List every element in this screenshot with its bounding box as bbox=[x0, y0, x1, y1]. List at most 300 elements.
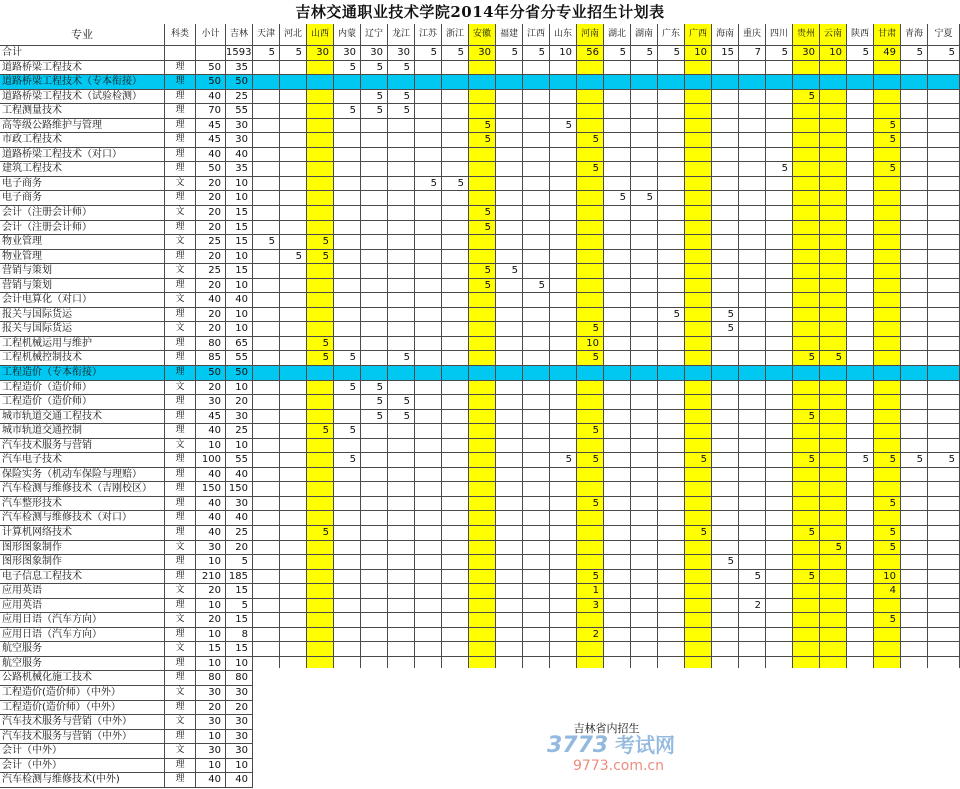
row-province-value: 5 bbox=[361, 90, 388, 105]
row-province-value bbox=[874, 191, 901, 206]
row-province-value bbox=[577, 279, 604, 294]
row-province-value bbox=[604, 308, 631, 323]
row-province-value: 5 bbox=[712, 555, 739, 570]
row-province-value bbox=[388, 424, 415, 439]
row-total: 45 bbox=[196, 410, 226, 425]
row-province-value bbox=[523, 424, 550, 439]
row-province-value bbox=[415, 511, 442, 526]
row-type: 理 bbox=[165, 759, 196, 774]
row-province-value bbox=[496, 366, 523, 381]
row-province-value bbox=[793, 337, 820, 352]
row-province-value bbox=[604, 90, 631, 105]
row-province-value bbox=[820, 264, 847, 279]
row-province-value: 5 bbox=[334, 381, 361, 396]
row-province-value bbox=[469, 162, 496, 177]
row-province-value bbox=[874, 468, 901, 483]
row-province-value bbox=[847, 177, 874, 192]
row-province-value bbox=[766, 191, 793, 206]
row-province-value bbox=[820, 75, 847, 90]
row-province-value bbox=[442, 424, 469, 439]
header-province: 海南 bbox=[712, 24, 739, 46]
row-province-value bbox=[361, 133, 388, 148]
row-province-value bbox=[928, 235, 960, 250]
row-type: 理 bbox=[165, 351, 196, 366]
row-major-name: 汽车检测与维修技术（对口） bbox=[0, 511, 165, 526]
row-province-value bbox=[604, 482, 631, 497]
row-province-value bbox=[604, 366, 631, 381]
row-province-value bbox=[604, 570, 631, 585]
row-province-value: 10 bbox=[226, 322, 253, 337]
row-province-value bbox=[712, 75, 739, 90]
row-province-value: 5 bbox=[793, 351, 820, 366]
row-province-value bbox=[523, 599, 550, 614]
row-province-value bbox=[685, 439, 712, 454]
row-province-value: 10 bbox=[577, 337, 604, 352]
row-province-value bbox=[901, 75, 928, 90]
row-province-value bbox=[388, 221, 415, 236]
row-province-value bbox=[847, 308, 874, 323]
row-province-value: 1 bbox=[577, 584, 604, 599]
row-province-value bbox=[415, 468, 442, 483]
row-province-value bbox=[334, 264, 361, 279]
row-province-value bbox=[550, 177, 577, 192]
row-province-value bbox=[334, 642, 361, 657]
row-province-value bbox=[928, 104, 960, 119]
row-province-value bbox=[550, 541, 577, 556]
row-province-value bbox=[712, 541, 739, 556]
row-province-value: 10 bbox=[226, 279, 253, 294]
row-province-value bbox=[685, 628, 712, 643]
row-province-value bbox=[847, 337, 874, 352]
row-province-value bbox=[361, 235, 388, 250]
row-province-value: 30 bbox=[226, 410, 253, 425]
row-province-value bbox=[901, 148, 928, 163]
row-province-value bbox=[658, 599, 685, 614]
row-province-value bbox=[928, 613, 960, 628]
row-province-value bbox=[361, 613, 388, 628]
row-province-value bbox=[415, 90, 442, 105]
row-province-value bbox=[712, 526, 739, 541]
row-province-value bbox=[901, 279, 928, 294]
row-province-value bbox=[604, 293, 631, 308]
row-province-value bbox=[874, 235, 901, 250]
row-province-value bbox=[712, 206, 739, 221]
row-province-value: 5 bbox=[793, 410, 820, 425]
row-province-value bbox=[523, 221, 550, 236]
row-province-value bbox=[280, 61, 307, 76]
row-province-value: 30 bbox=[226, 119, 253, 134]
row-province-value bbox=[901, 119, 928, 134]
row-province-value bbox=[361, 293, 388, 308]
row-province-value bbox=[874, 221, 901, 236]
row-major-name: 航空服务 bbox=[0, 657, 165, 672]
row-province-value bbox=[334, 482, 361, 497]
row-province-value bbox=[523, 482, 550, 497]
row-province-value bbox=[496, 381, 523, 396]
row-province-value: 10 bbox=[550, 46, 577, 61]
row-province-value bbox=[415, 351, 442, 366]
watermark-url: 9773.com.cn bbox=[573, 758, 664, 774]
row-province-value: 2 bbox=[739, 599, 766, 614]
row-province-value bbox=[712, 351, 739, 366]
row-province-value bbox=[739, 351, 766, 366]
row-province-value: 5 bbox=[469, 264, 496, 279]
row-province-value bbox=[280, 381, 307, 396]
row-total: 40 bbox=[196, 526, 226, 541]
row-province-value bbox=[523, 264, 550, 279]
row-province-value bbox=[361, 642, 388, 657]
row-province-value bbox=[307, 482, 334, 497]
row-province-value bbox=[442, 162, 469, 177]
row-province-value: 1593 bbox=[226, 46, 253, 61]
row-province-value bbox=[604, 424, 631, 439]
row-province-value bbox=[415, 133, 442, 148]
row-province-value bbox=[874, 308, 901, 323]
row-major-name: 报关与国际货运 bbox=[0, 322, 165, 337]
row-province-value: 40 bbox=[226, 773, 253, 788]
row-province-value bbox=[766, 308, 793, 323]
row-province-value bbox=[604, 497, 631, 512]
row-total: 25 bbox=[196, 264, 226, 279]
row-province-value bbox=[523, 395, 550, 410]
row-province-value: 5 bbox=[658, 46, 685, 61]
row-province-value bbox=[685, 293, 712, 308]
row-province-value: 5 bbox=[820, 351, 847, 366]
row-province-value bbox=[577, 293, 604, 308]
row-province-value bbox=[820, 322, 847, 337]
row-province-value bbox=[739, 221, 766, 236]
row-province-value bbox=[766, 453, 793, 468]
row-province-value bbox=[307, 453, 334, 468]
row-province-value bbox=[577, 206, 604, 221]
row-province-value: 30 bbox=[226, 715, 253, 730]
row-type: 文 bbox=[165, 235, 196, 250]
row-province-value bbox=[361, 119, 388, 134]
row-province-value bbox=[874, 337, 901, 352]
header-province: 陕西 bbox=[847, 24, 874, 46]
row-major-name: 汽车检测与维修技术（吉刚校区） bbox=[0, 482, 165, 497]
row-province-value bbox=[307, 104, 334, 119]
row-province-value: 30 bbox=[361, 46, 388, 61]
row-province-value bbox=[253, 570, 280, 585]
row-province-value bbox=[253, 61, 280, 76]
row-province-value bbox=[334, 133, 361, 148]
row-province-value: 10 bbox=[226, 250, 253, 265]
row-province-value bbox=[928, 439, 960, 454]
row-province-value bbox=[334, 555, 361, 570]
row-major-name: 图形图象制作 bbox=[0, 555, 165, 570]
row-type: 理 bbox=[165, 599, 196, 614]
row-major-name: 城市轨道交通控制 bbox=[0, 424, 165, 439]
row-province-value: 8 bbox=[226, 628, 253, 643]
row-province-value bbox=[685, 177, 712, 192]
row-major-name: 工程造价（专本衔接） bbox=[0, 366, 165, 381]
row-province-value bbox=[793, 75, 820, 90]
row-province-value bbox=[766, 424, 793, 439]
row-province-value bbox=[361, 322, 388, 337]
row-province-value: 5 bbox=[847, 46, 874, 61]
row-province-value bbox=[847, 424, 874, 439]
row-province-value: 5 bbox=[604, 191, 631, 206]
row-province-value bbox=[253, 453, 280, 468]
row-province-value bbox=[928, 570, 960, 585]
row-province-value bbox=[739, 191, 766, 206]
row-province-value bbox=[631, 482, 658, 497]
row-province-value bbox=[253, 337, 280, 352]
row-type: 理 bbox=[165, 773, 196, 788]
row-province-value bbox=[631, 250, 658, 265]
row-province-value bbox=[415, 395, 442, 410]
row-province-value bbox=[523, 191, 550, 206]
row-province-value bbox=[820, 90, 847, 105]
row-province-value bbox=[928, 482, 960, 497]
row-major-name: 汽车技术服务与营销 bbox=[0, 439, 165, 454]
row-province-value bbox=[658, 264, 685, 279]
row-province-value bbox=[820, 511, 847, 526]
row-province-value bbox=[307, 322, 334, 337]
row-province-value bbox=[604, 642, 631, 657]
header-major: 专业 bbox=[0, 24, 165, 46]
row-province-value bbox=[631, 541, 658, 556]
row-province-value bbox=[658, 511, 685, 526]
row-total: 150 bbox=[196, 482, 226, 497]
row-province-value bbox=[847, 482, 874, 497]
row-province-value bbox=[307, 555, 334, 570]
row-province-value bbox=[820, 555, 847, 570]
row-type: 理 bbox=[165, 410, 196, 425]
row-province-value bbox=[442, 322, 469, 337]
row-province-value bbox=[496, 541, 523, 556]
row-province-value bbox=[307, 308, 334, 323]
row-province-value bbox=[820, 293, 847, 308]
row-province-value bbox=[361, 526, 388, 541]
row-province-value bbox=[793, 541, 820, 556]
header-province: 江西 bbox=[523, 24, 550, 46]
row-province-value bbox=[361, 191, 388, 206]
row-province-value bbox=[739, 250, 766, 265]
row-province-value bbox=[901, 90, 928, 105]
row-province-value bbox=[766, 555, 793, 570]
row-province-value bbox=[658, 366, 685, 381]
row-major-name: 图形图象制作 bbox=[0, 541, 165, 556]
header-province: 广东 bbox=[658, 24, 685, 46]
row-province-value bbox=[685, 75, 712, 90]
row-province-value bbox=[712, 381, 739, 396]
row-type: 理 bbox=[165, 119, 196, 134]
row-province-value bbox=[334, 366, 361, 381]
row-province-value bbox=[469, 584, 496, 599]
row-province-value: 10 bbox=[226, 759, 253, 774]
row-province-value bbox=[280, 162, 307, 177]
row-province-value bbox=[280, 613, 307, 628]
row-province-value: 15 bbox=[712, 46, 739, 61]
row-province-value bbox=[739, 642, 766, 657]
row-province-value bbox=[550, 133, 577, 148]
row-province-value bbox=[577, 308, 604, 323]
row-province-value bbox=[901, 366, 928, 381]
row-province-value bbox=[442, 119, 469, 134]
row-province-value bbox=[388, 511, 415, 526]
row-province-value bbox=[739, 526, 766, 541]
row-province-value bbox=[469, 191, 496, 206]
row-province-value bbox=[847, 511, 874, 526]
row-province-value: 5 bbox=[631, 191, 658, 206]
row-major-name: 工程测量技术 bbox=[0, 104, 165, 119]
row-province-value bbox=[793, 395, 820, 410]
row-province-value bbox=[658, 75, 685, 90]
row-type: 理 bbox=[165, 657, 196, 672]
row-province-value bbox=[361, 162, 388, 177]
row-province-value bbox=[442, 279, 469, 294]
row-province-value bbox=[469, 337, 496, 352]
row-major-name: 会计（注册会计师） bbox=[0, 206, 165, 221]
row-type: 理 bbox=[165, 162, 196, 177]
row-province-value bbox=[550, 482, 577, 497]
row-province-value bbox=[874, 75, 901, 90]
row-province-value bbox=[604, 133, 631, 148]
row-province-value bbox=[577, 235, 604, 250]
row-province-value: 30 bbox=[226, 744, 253, 759]
row-province-value bbox=[577, 381, 604, 396]
row-province-value bbox=[631, 381, 658, 396]
row-province-value: 10 bbox=[226, 439, 253, 454]
row-province-value bbox=[739, 584, 766, 599]
row-province-value bbox=[928, 628, 960, 643]
row-province-value bbox=[577, 511, 604, 526]
row-province-value bbox=[847, 61, 874, 76]
row-province-value bbox=[793, 424, 820, 439]
row-province-value bbox=[793, 439, 820, 454]
row-province-value bbox=[577, 104, 604, 119]
row-province-value bbox=[307, 119, 334, 134]
row-province-value bbox=[901, 293, 928, 308]
row-province-value: 5 bbox=[469, 133, 496, 148]
row-province-value bbox=[550, 337, 577, 352]
row-province-value bbox=[523, 235, 550, 250]
row-province-value bbox=[631, 351, 658, 366]
row-type: 理 bbox=[165, 191, 196, 206]
row-province-value bbox=[901, 381, 928, 396]
row-province-value bbox=[334, 162, 361, 177]
row-type: 理 bbox=[165, 701, 196, 716]
row-total: 30 bbox=[196, 744, 226, 759]
row-province-value bbox=[901, 133, 928, 148]
row-province-value bbox=[712, 584, 739, 599]
row-province-value bbox=[874, 628, 901, 643]
row-province-value bbox=[361, 337, 388, 352]
row-province-value bbox=[415, 162, 442, 177]
row-province-value bbox=[820, 308, 847, 323]
row-province-value bbox=[577, 555, 604, 570]
row-province-value bbox=[361, 599, 388, 614]
row-province-value bbox=[469, 541, 496, 556]
row-province-value bbox=[901, 424, 928, 439]
row-province-value bbox=[388, 177, 415, 192]
row-province-value bbox=[415, 250, 442, 265]
row-province-value bbox=[928, 250, 960, 265]
row-province-value: 5 bbox=[874, 133, 901, 148]
row-type: 文 bbox=[165, 177, 196, 192]
row-province-value: 5 bbox=[388, 61, 415, 76]
row-province-value bbox=[766, 279, 793, 294]
row-province-value bbox=[469, 75, 496, 90]
row-province-value bbox=[388, 439, 415, 454]
row-province-value bbox=[442, 526, 469, 541]
row-province-value bbox=[280, 599, 307, 614]
row-total: 40 bbox=[196, 424, 226, 439]
row-province-value bbox=[631, 613, 658, 628]
row-total: 20 bbox=[196, 279, 226, 294]
row-province-value bbox=[388, 584, 415, 599]
row-province-value bbox=[415, 482, 442, 497]
row-province-value: 5 bbox=[469, 221, 496, 236]
row-total: 50 bbox=[196, 162, 226, 177]
row-province-value bbox=[496, 148, 523, 163]
row-type: 文 bbox=[165, 439, 196, 454]
row-province-value: 5 bbox=[415, 46, 442, 61]
row-total: 40 bbox=[196, 468, 226, 483]
row-province-value: 30 bbox=[226, 497, 253, 512]
row-province-value bbox=[253, 410, 280, 425]
row-province-value bbox=[793, 177, 820, 192]
row-province-value bbox=[415, 235, 442, 250]
row-province-value bbox=[496, 206, 523, 221]
row-province-value bbox=[685, 497, 712, 512]
row-total: 10 bbox=[196, 730, 226, 745]
row-type: 理 bbox=[165, 221, 196, 236]
row-province-value: 10 bbox=[874, 570, 901, 585]
row-province-value bbox=[361, 351, 388, 366]
row-province-value bbox=[523, 642, 550, 657]
row-province-value bbox=[604, 453, 631, 468]
row-province-value bbox=[658, 148, 685, 163]
row-province-value bbox=[253, 381, 280, 396]
header-type: 科类 bbox=[165, 24, 196, 46]
row-province-value: 5 bbox=[253, 46, 280, 61]
row-total: 10 bbox=[196, 439, 226, 454]
row-province-value bbox=[604, 395, 631, 410]
row-province-value bbox=[361, 148, 388, 163]
row-province-value bbox=[523, 206, 550, 221]
row-province-value: 55 bbox=[226, 453, 253, 468]
row-province-value bbox=[388, 628, 415, 643]
row-province-value bbox=[442, 613, 469, 628]
row-province-value bbox=[469, 628, 496, 643]
row-province-value bbox=[901, 235, 928, 250]
row-province-value bbox=[577, 264, 604, 279]
row-province-value bbox=[685, 541, 712, 556]
row-province-value bbox=[766, 293, 793, 308]
row-province-value bbox=[307, 584, 334, 599]
row-province-value bbox=[793, 119, 820, 134]
row-province-value bbox=[658, 133, 685, 148]
row-province-value bbox=[253, 162, 280, 177]
row-province-value bbox=[847, 162, 874, 177]
row-province-value bbox=[604, 279, 631, 294]
row-type: 文 bbox=[165, 642, 196, 657]
row-province-value bbox=[631, 439, 658, 454]
row-province-value bbox=[550, 293, 577, 308]
row-province-value: 5 bbox=[334, 453, 361, 468]
row-major-name: 工程机械控制技术 bbox=[0, 351, 165, 366]
row-province-value bbox=[523, 162, 550, 177]
row-province-value bbox=[820, 162, 847, 177]
row-province-value bbox=[415, 439, 442, 454]
row-province-value: 10 bbox=[820, 46, 847, 61]
row-province-value: 10 bbox=[685, 46, 712, 61]
row-province-value bbox=[685, 555, 712, 570]
row-province-value bbox=[442, 410, 469, 425]
